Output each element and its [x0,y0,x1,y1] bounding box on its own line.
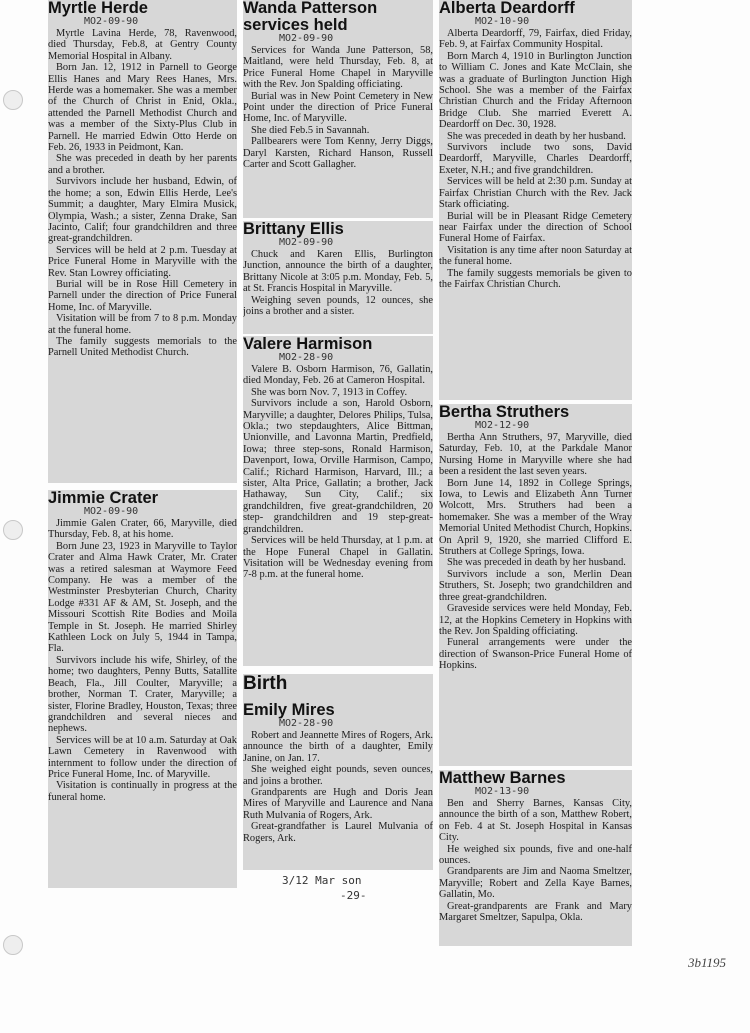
article-body: Jimmie Galen Crater, 66, Maryville, died Thursday, Feb. 8, at his home. Born June 23, 1923 in Maryville to Taylor Crater and Alma Hawk Crater, Mr. Crater was a retired salesman at Waymore Feed Company. He was a member of the Westminster Presbyterian Church, Charity Lodge #331 AF & AM, St. Joseph, and the Missouri Scottish Rite Bodies and Moila Temple in St. Joseph. He married Shirley Kathleen Lock on July 5, 1944 in Tampa, Fla. Survivors include his wife, Shirley, of the home; two daughters, Penny Butts, Satallite Beach, Fla., Jill Coulter, Maryville; a brother, Norman T. Crater, Maryville; a sister, Florine Bradley, Houston, Texas; three grandchildren and several nieces and nephews. Services will be at 10 a.m. Saturday at Oak Lawn Cemetery in Ravenwood with internment to follow under the direction of Price Funeral Home, Inc. of Maryville. Visitation is continually in progress at the funeral home. [48,518,237,803]
handwritten-date: MO2-09-90 [279,237,334,248]
headline: Jimmie Crater [48,490,159,507]
obituary-bertha-struthers [439,404,632,766]
obituary-myrtle-herde [48,0,237,483]
handwritten-date: MO2-13-90 [475,786,530,797]
date-stamp: 3/12 Mar son [282,874,362,887]
handwritten-date: MO2-10-90 [475,16,530,27]
page-number: 3b1195 [688,955,727,970]
article-body: Bertha Ann Struthers, 97, Maryville, died Saturday, Feb. 10, at the Parkdale Manor Nursing Home in Maryville where she had been a resident the last seven years. Born June 14, 1892 in College Springs, Iowa, to Lewis and Elizabeth Ann Turner Wolcott, Mrs. Struthers had been a homemaker. She was a member of the Wray Memorial United Methodist Church, Hopkins. On April 9, 1920, she married Clifford E. Struthers at College Springs, Iowa. She was preceded in death by her husband. Survivors include a son, Merlin Dean Struthers, St. Joseph; two grandchildren and three great-grandchildren. Graveside services were held Monday, Feb. 12, at the Hopkins Cemetery in Hopkins with the Rev. Jon Spalding officiating. Funeral arrangements were under the direction of Swanson-Price Funeral Home of Hopkins. [439,432,632,672]
handwritten-date: MO2-28-90 [279,718,334,729]
birth-brittany-ellis [243,221,433,334]
birth-emily-mires [243,674,433,870]
binder-hole [3,90,23,110]
article-body: Ben and Sherry Barnes, Kansas City, announce the birth of a son, Matthew Robert, on Feb. 4 at St. Joseph Hospital in Kansas City. He weighed six pounds, five and one-half ounces. Grandparents are Jim and Naoma Smeltzer, Maryville; Robert and Zella Kaye Barnes, Gallatin, Mo. Great-grandparents are Frank and Mary Margaret Smeltzer, Sapulpa, Okla. [439,798,632,924]
article-body: Chuck and Karen Ellis, Burlington Junction, announce the birth of a daughter, Brittany Nicole at 3:05 p.m. Monday, Feb. 5, at St. Francis Hospital in Maryville. Weighing seven pounds, 12 ounces, she joins a brother and a sister. [243,249,433,318]
handwritten-date: MO2-09-90 [279,33,334,44]
headline: services held [243,16,348,34]
headline: Bertha Struthers [439,404,570,421]
article-body: Myrtle Lavina Herde, 78, Ravenwood, died Thursday, Feb.8, at Gentry County Memorial Hospital in Albany. Born Jan. 12, 1912 in Parnell to George Ellis Hanes and Mary Rees Hanes, Mrs. Herde was a homemaker. She was a member of the Church of Christ in Enid, Okla., attended the Parnell Methodist Church and was a member of the Sixty-Plus Club in Parnell. He married Edwin Otto Herde on Feb. 26, 1933 in Peidmont, Kan. She was preceded in death by her parents and a brother. Survivors include her husband, Edwin, of the home; a son, Edwin Ellis Herde, Lee's Summit; a daughter, Mary Elmira Musick, Olympia, Wash.; a sister, Zenna Drake, San Jacinto, Calif; four grandchildren and three great-grandchildren. Services will be held at 2 p.m. Tuesday at Price Funeral Home in Maryville with the Rev. Stan Lowrey officiating. Burial will be in Rose Hill Cemetery in Parnell under the direction of Price Funeral Home, Inc. of Maryville. Visitation will be from 7 to 8 p.m. Monday at the funeral home. The family suggests memorials to the Parnell United Methodist Church. [48,28,237,359]
headline: Brittany Ellis [243,221,344,238]
date-stamp: -29- [340,889,367,902]
headline: Emily Mires [243,701,335,719]
obituary-wanda-patterson [243,0,433,218]
headline: Wanda Patterson [243,0,378,17]
obituary-jimmie-crater [48,490,237,888]
headline: Matthew Barnes [439,770,566,787]
binder-hole [3,935,23,955]
section-heading-birth: Birth [243,674,288,694]
headline: Myrtle Herde [48,0,148,17]
handwritten-date: MO2-12-90 [475,420,530,431]
article-body: Robert and Jeannette Mires of Rogers, Ark. announce the birth of a daughter, Emily Janine, on Jan. 17. She weighed eight pounds, seven ounces, and joins a brother. Grandparents are Hugh and Doris Jean Mires of Maryville and Laurence and Nana Ruth Mulvania of Rogers, Ark. Great-grandfather is Laurel Mulvania of Rogers, Ark. [243,730,433,844]
article-body: Services for Wanda June Patterson, 58, Maitland, were held Thursday, Feb. 8, at Price Funeral Home Chapel in Maryville with the Rev. Jon Spalding officiating. Burial was in New Point Cemetery in New Point under the direction of Price Funeral Home, Inc. of Maryville. She died Feb.5 in Savannah. Pallbearers were Tom Kenny, Jerry Diggs, Daryl Karsten, Richard Hanson, Russell Carter and Scott Gallagher. [243,45,433,171]
birth-matthew-barnes [439,770,632,946]
article-body: Alberta Deardorff, 79, Fairfax, died Friday, Feb. 9, at Fairfax Community Hospital. Born March 4, 1910 in Burlington Junction to William C. Jones and Kate McClain, she was a graduate of Burlington Junction High School. She was a member of the Fairfax Christian Church and the Friday Afternoon Bridge Club. She married Everett A. Deardorff on Dec. 30, 1928. She was preceded in death by her husband. Survivors include two sons, David Deardorff, Maryville, Charles Deardorff, Exeter, N.H.; and five grandchildren. Services will be held at 2:30 p.m. Sunday at Fairfax Christian Church with the Rev. Jack Stark officiating. Burial will be in Pleasant Ridge Cemetery near Fairfax under the direction of School Funeral Home of Fairfax. Visitation is any time after noon Saturday at the funeral home. The family suggests memorials be given to the Fairfax Christian Church. [439,28,632,290]
obituary-valere-harmison [243,336,433,666]
headline: Alberta Deardorff [439,0,575,17]
headline: Valere Harmison [243,336,373,353]
binder-hole [3,520,23,540]
article-body: Valere B. Osborn Harmison, 76, Gallatin, died Monday, Feb. 26 at Cameron Hospital. She was born Nov. 7, 1913 in Coffey. Survivors include a son, Harold Osborn, Maryville; a daughter, Delores Philips, Tulsa, Okla.; two stepdaughters, Alice Bittman, Unionville, and Lavonna Martin, Predfield, Iowa; three step-sons, Ronald Harmison, Davenport, Iowa, Orville Harmison, Campo, Calif.; Richard Harmison, Harvard, Ill.; a sister, Alta Price, Gallatin; a brother, Jack Hathaway, Sun City, Calif.; six grandchildren, five great-grandchildren, 20 step- grandchildren and 19 step-great-grandchildren. Services will be held Thursday, at 1 p.m. at the Hope Funeral Chapel in Gallatin. Visitation will be Wednesday evening from 7-8 p.m. at the funeral home. [243,364,433,581]
handwritten-date: MO2-09-90 [84,506,139,517]
handwritten-date: MO2-28-90 [279,352,334,363]
handwritten-date: MO2-09-90 [84,16,139,27]
obituary-alberta-deardorff [439,0,632,400]
